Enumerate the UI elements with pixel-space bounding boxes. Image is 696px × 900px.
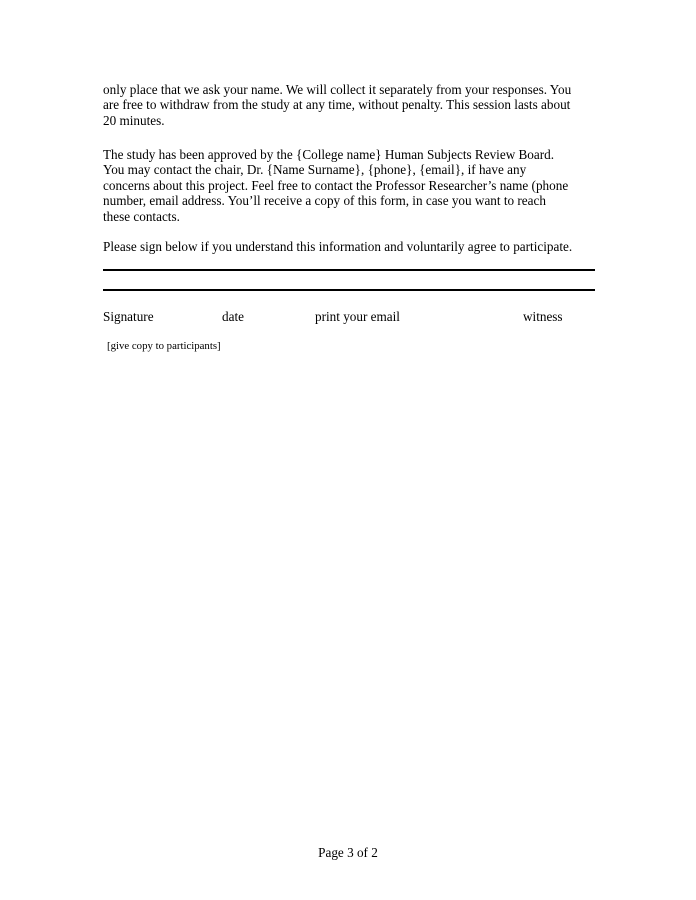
print-email-label: print your email	[315, 309, 400, 324]
witness-label: witness	[523, 309, 563, 324]
text-line: these contacts.	[103, 208, 180, 224]
signature-label: Signature	[103, 309, 154, 324]
signature-label-row	[103, 309, 595, 325]
page-number: Page 3 of 2	[318, 845, 378, 860]
text-line: only place that we ask your name. We will collect it separately from your responses. You	[103, 82, 572, 97]
signature-rule-top	[103, 269, 595, 271]
paragraph-approval-contacts	[103, 147, 568, 224]
text-line: You may contact the chair, Dr. {Name Surname}, {phone}, {email}, if have any	[103, 162, 527, 178]
paragraph-withdrawal	[103, 82, 571, 128]
paragraph-sign-instruction	[103, 239, 572, 254]
date-label: date	[222, 309, 244, 324]
copy-note: [give copy to participants]	[107, 340, 221, 352]
text-line: 20 minutes.	[103, 112, 165, 128]
text-line: concerns about this project. Feel free to contact the Professor Researcher’s name (phone	[103, 177, 569, 193]
signature-rule-bottom	[103, 289, 595, 291]
text-line: are free to withdraw from the study at any time, without penalty. This session lasts about	[103, 97, 571, 113]
text-line: The study has been approved by the {College name} Human Subjects Review Board.	[103, 147, 555, 162]
text-line: number, email address. You’ll receive a copy of this form, in case you want to reach	[103, 193, 546, 209]
text-line: Please sign below if you understand this information and voluntarily agree to participate.	[103, 239, 573, 254]
